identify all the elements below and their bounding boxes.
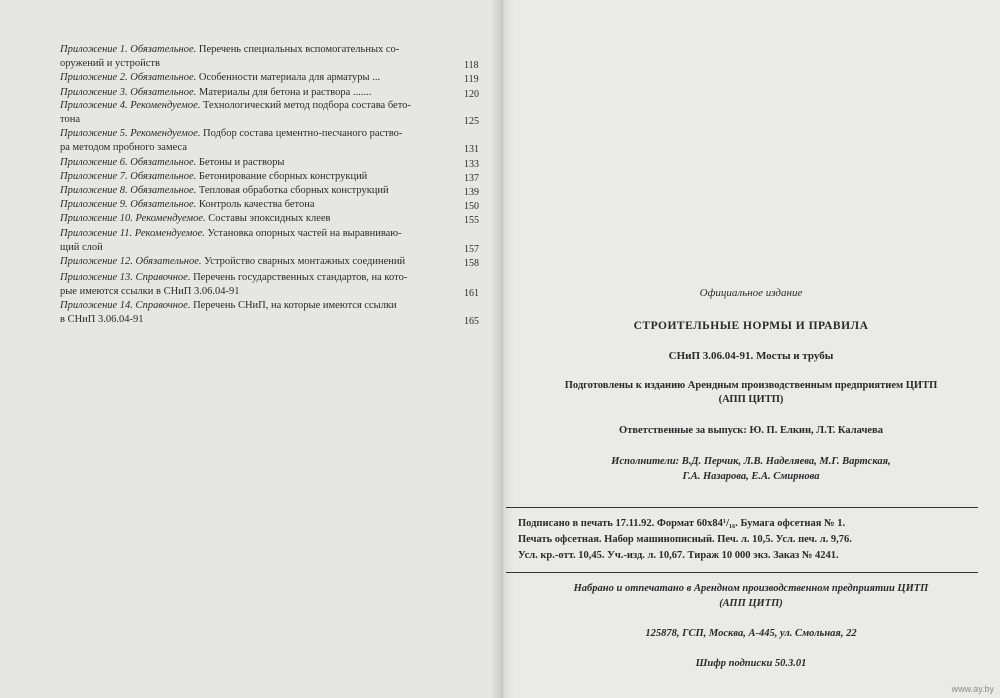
printed-by-line-1: Набрано и отпечатано в Арендном производственном предприятии ЦИТП bbox=[573, 583, 929, 594]
toc-entry-continuation: ра методом пробного замеса bbox=[60, 142, 187, 153]
imprint-line-3: Усл. кр.-отт. 10,45. Уч.-изд. л. 10,67. Тираж 10 000 экз. Заказ № 4241. bbox=[518, 550, 839, 561]
toc-entry-text: Перечень специальных вспомогательных со- bbox=[196, 44, 400, 55]
toc-page-number: 157 bbox=[464, 244, 479, 255]
toc-entry bbox=[60, 99, 448, 112]
toc-entry bbox=[60, 43, 448, 56]
toc-entry-text: Бетоны и растворы bbox=[196, 157, 285, 168]
toc-entry bbox=[60, 198, 448, 211]
toc-entry-label: Приложение 6. Обязательное. bbox=[60, 157, 197, 168]
toc-entry-continuation: оружений и устройств bbox=[60, 58, 160, 69]
toc-entry-label: Приложение 12. Обязательное. bbox=[60, 256, 202, 267]
toc-entry-label: Приложение 4. Рекомендуемое. bbox=[60, 100, 201, 111]
toc-entry-label: Приложение 7. Обязательное. bbox=[60, 171, 197, 182]
toc-entry-text: Тепловая обработка сборных конструкций bbox=[196, 185, 389, 196]
toc-page-number: 161 bbox=[464, 288, 479, 299]
toc-page-number: 131 bbox=[464, 144, 479, 155]
official-edition-label: Официальное издание bbox=[699, 287, 803, 299]
toc-entry bbox=[60, 156, 448, 169]
toc-entry bbox=[60, 184, 448, 197]
toc-entry-text: Контроль качества бетона bbox=[196, 199, 315, 210]
toc-entry bbox=[60, 71, 448, 84]
toc-entry bbox=[60, 271, 448, 284]
toc-page-number: 150 bbox=[464, 201, 479, 212]
toc-page-number: 118 bbox=[464, 60, 479, 71]
toc-entry-text: Перечень государственных стандартов, на кото- bbox=[190, 272, 408, 283]
toc-page-number: 137 bbox=[464, 173, 479, 184]
toc-entry-label: Приложение 9. Обязательное. bbox=[60, 199, 197, 210]
toc-entry-text: Установка опорных частей на выравниваю- bbox=[204, 228, 402, 239]
toc-entry-label: Приложение 11. Рекомендуемое. bbox=[60, 228, 205, 239]
toc-entry bbox=[60, 212, 448, 225]
responsible-editors: Ответственные за выпуск: Ю. П. Елкин, Л.Т. Калачева bbox=[619, 425, 883, 436]
executors-line-1: Исполнители: В.Д. Перчик, Л.В. Наделяева, М.Г. Вартская, bbox=[611, 456, 891, 467]
toc-entry-text: Устройство сварных монтажных соединений bbox=[201, 256, 406, 267]
toc-entry-label: Приложение 8. Обязательное. bbox=[60, 185, 197, 196]
toc-entry-label: Приложение 3. Обязательное. bbox=[60, 87, 197, 98]
toc-page-number: 133 bbox=[464, 159, 479, 170]
toc-entry-label: Приложение 5. Рекомендуемое. bbox=[60, 128, 201, 139]
toc-entry-text: Составы эпоксидных клеев bbox=[205, 213, 331, 224]
toc-entry-label: Приложение 10. Рекомендуемое. bbox=[60, 213, 206, 224]
imprint-line-1: Подписано в печать 17.11.92. Формат 60x84¹/₁₆. Бумага офсетная № 1. bbox=[518, 518, 846, 529]
toc-page-number: 155 bbox=[464, 215, 479, 226]
toc-entry-continuation: щий слой bbox=[60, 242, 103, 253]
toc-entry-text: Подбор состава цементно-песчаного раство- bbox=[200, 128, 403, 139]
subscription-code: Шифр подписки 50.3.01 bbox=[695, 658, 807, 669]
toc-page-number: 158 bbox=[464, 258, 479, 269]
imprint-bottom-rule bbox=[506, 572, 978, 573]
toc-entry-text: Особенности материала для арматуры ... bbox=[196, 72, 381, 83]
imprint-line-2: Печать офсетная. Набор машинописный. Печ. л. 10,5. Усл. печ. л. 9,76. bbox=[518, 534, 852, 545]
toc-entry-label: Приложение 13. Справочное. bbox=[60, 272, 191, 283]
toc-entry-text: Бетонирование сборных конструкций bbox=[196, 171, 368, 182]
toc-entry-text: Технологический метод подбора состава бето- bbox=[200, 100, 411, 111]
toc-entry-text: Материалы для бетона и раствора ....... bbox=[196, 87, 372, 98]
toc-entry bbox=[60, 170, 448, 183]
toc-entry-text: Перечень СНиП, на которые имеются ссылки bbox=[190, 300, 397, 311]
toc-page-number: 119 bbox=[464, 74, 479, 85]
toc-entry-label: Приложение 2. Обязательное. bbox=[60, 72, 197, 83]
prepared-by-line-2: (АПП ЦИТП) bbox=[718, 394, 784, 405]
document-title: СТРОИТЕЛЬНЫЕ НОРМЫ И ПРАВИЛА bbox=[633, 320, 869, 332]
toc-page-number: 165 bbox=[464, 316, 479, 327]
toc-page-number: 139 bbox=[464, 187, 479, 198]
document-subtitle: СНиП 3.06.04-91. Мосты и трубы bbox=[668, 350, 834, 362]
toc-page-number: 120 bbox=[464, 89, 479, 100]
toc-entry-label: Приложение 14. Справочное. bbox=[60, 300, 191, 311]
printer-address: 125878, ГСП, Москва, А-445, ул. Смольная, 22 bbox=[645, 628, 857, 639]
toc-entry bbox=[60, 299, 448, 312]
toc-entry bbox=[60, 86, 448, 99]
toc-entry bbox=[60, 127, 448, 140]
toc-entry-continuation: рые имеются ссылки в СНиП 3.06.04-91 bbox=[60, 286, 240, 297]
toc-entry bbox=[60, 255, 448, 268]
printed-by-line-2: (АПП ЦИТП) bbox=[719, 598, 783, 609]
toc-entry-continuation: в СНиП 3.06.04-91 bbox=[60, 314, 144, 325]
imprint-top-rule bbox=[506, 507, 978, 508]
toc-entry bbox=[60, 227, 448, 240]
site-watermark: www.ay.by bbox=[951, 684, 994, 694]
toc-entry-label: Приложение 1. Обязательное. bbox=[60, 44, 197, 55]
prepared-by-line-1: Подготовлены к изданию Арендным производственным предприятием ЦИТП bbox=[564, 380, 938, 391]
executors-line-2: Г.А. Назарова, Е.А. Смирнова bbox=[682, 471, 820, 482]
toc-page-number: 125 bbox=[464, 116, 479, 127]
toc-entry-continuation: тона bbox=[60, 114, 80, 125]
